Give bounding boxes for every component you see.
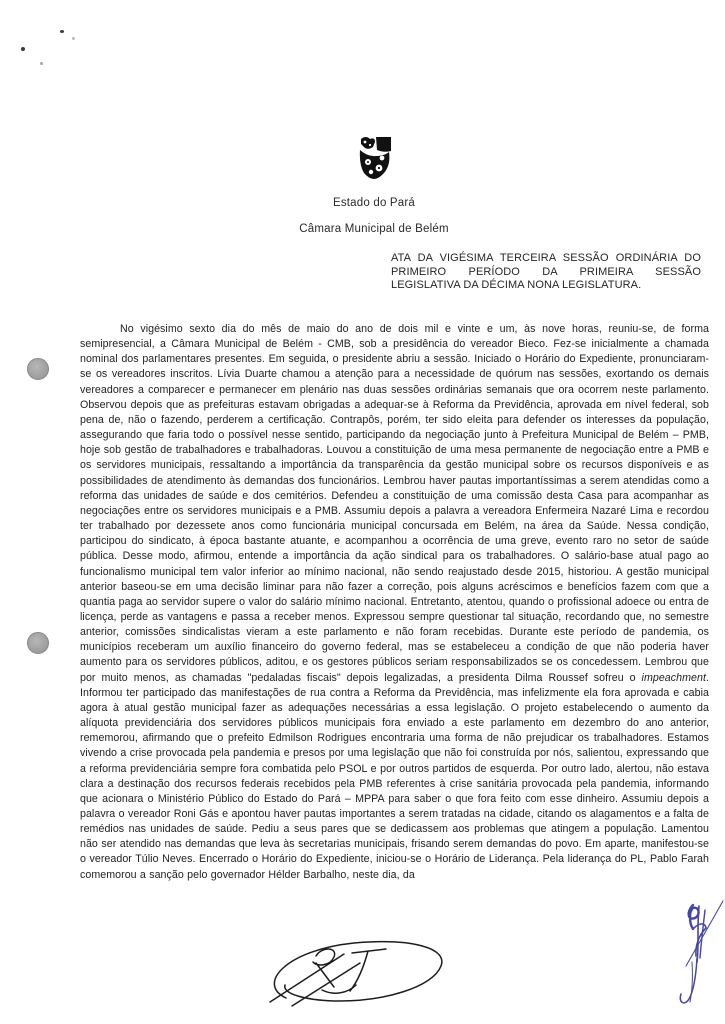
coat-of-arms-icon <box>356 136 393 180</box>
institution-name: Câmara Municipal de Belém <box>299 223 449 235</box>
signature-black-ink <box>262 938 450 1016</box>
body-text-italic-word: impeachment <box>641 671 706 684</box>
signature-blue-ink <box>648 898 725 1020</box>
scan-speck <box>21 47 25 51</box>
session-title-line: PRIMEIRO PERÍODO DA PRIMEIRA SESSÃO <box>391 265 701 278</box>
body-text-part2: . Informou ter participado das manifestações de rua contra a Reforma da Previdência, mas infelizmente ela fora aprovada e cabia agora à atual gestão municipal fazer as adequações necessárias a essa legislação. O projeto estabelecendo o aumento da alíquota previdenciária dos servidores públicos municipais fora enviado a este parlamento em dezembro do ano anterior, rememorou, afirmando que o prefeito Edmilson Rodrigues encontraria uma forma de não prejudicar os trabalhadores. Estamos vivendo a crise provocada pela pandemia e presos por uma legislação que não foi construída por nós, salientou, expressando que a reforma previdenciária sempre fora combatida pelo PSOL e por outros partidos de esquerda. Por outro lado, alertou, não estava clara a destinação dos recursos federais recebidos pela PMB referentes à crise sanitária provocada pela pandemia, informando que acionara o Ministério Público do Estado do Pará – MPPA para saber o que fora feito com esse dinheiro. Assumiu depois a palavra o vereador Roni Gás e apontou haver pautas importantes a serem tratadas na cidade, citando os alagamentos e a falta de remédios nas unidades de saúde. Pediu a seus pares que se dedicassem aos problemas que atingem a população. Lamentou não ser atendido nas demandas que leva às secretarias municipais, frisando serem demandas do povo. Em aparte, manifestou-se o vereador Túlio Neves. Encerrado o Horário do Expediente, iniciou-se o Horário de Liderança. Pela liderança do PL, Pablo Farah comemorou a sanção pelo governador Hélder Barbalho, neste dia, da <box>80 671 709 881</box>
hole-punch <box>27 632 49 654</box>
session-title <box>391 252 701 293</box>
minutes-body <box>80 322 709 883</box>
body-text-part1: No vigésimo sexto dia do mês de maio do ano de dois mil e vinte e um, às nove horas, reuniu-se, de forma semipresencial, a Câmara Municipal de Belém - CMB, sob a presidência do vereador Bieco. Fez-se inicialmente a chamada nominal dos parlamentares presentes. Em seguida, o presidente abriu a sessão. Iniciado o Horário do Expediente, pronunciaram-se os vereadores inscritos. Lívia Duarte chamou a atenção para a necessidade de quórum nas sessões, exortando os demais vereadores a comparecer e permanecer em plenário nas duas sessões ordinárias semanais que ora ocorrem neste parlamento. Observou depois que as prefeituras estavam obrigadas a adequar-se à Reforma da Previdência, aprovada em nível federal, sob pena de, não o fazendo, perderem a certificação. Contrapôs, porém, ter sido eleita para defender os interesses da população, assegurando que faria todo o possível nesse sentido, participando da negociação junto à Prefeitura Municipal de Belém – PMB, hoje sob gestão de trabalhadores e trabalhadoras. Louvou a constituição de uma mesa permanente de negociação entre a PMB e os servidores municipais, ressaltando a importância da transparência da gestão municipal sobre os recursos disponíveis e as possibilidades de atendimento às demandas dos funcionários. Lembrou haver pautas importantíssimas a serem atendidas como a reforma das unidades de saúde e dos cemitérios. Defendeu a constituição de uma comissão desta Casa para acompanhar as negociações entre os servidores municipais e a PMB. Assumiu depois a palavra a vereadora Enfermeira Nazaré Lima e recordou ter trabalhado por dezessete anos como funcionária municipal concursada em Belém, na área da Saúde. Nessa condição, participou do sindicato, à época bastante atuante, e acompanhou a ocorrência de uma greve, evento raro no setor de saúde pública. Desse modo, afirmou, entende a importância da ação sindical para os trabalhadores. O salário-base atual pago ao funcionalismo municipal tem valor inferior ao mínimo nacional, não sendo reajustado desde 2015, historiou. A gestão municipal anterior baseou-se em uma decisão liminar para não fazer a correção, pois alguns acréscimos e benefícios fazem com que a quantia paga ao servidor supere o valor do salário mínimo nacional. Entretanto, atentou, quando o profissional adoece ou entra de licença, perde as vantagens e passa a receber menos. Expressou sempre questionar tal situação, recordando que, no semestre anterior, comissões sindicalistas vieram a este parlamento e não foram recebidas. Durante este período de pandemia, os municípios receberam um auxílio financeiro do governo federal, mas se estabeleceu a condição de que não poderia haver aumento para os servidores públicos, aditou, e os gestores públicos seriam responsabilizados se os concedessem. Lembrou que por muito menos, as chamadas "pedaladas fiscais" depois legalizadas, a presidenta Dilma Roussef sofreu o <box>80 323 709 684</box>
scan-speck <box>40 62 43 65</box>
scan-speck <box>72 37 75 40</box>
state-name: Estado do Pará <box>332 197 416 209</box>
session-title-line: LEGISLATIVA DA DÉCIMA NONA LEGISLATURA. <box>391 279 642 292</box>
scan-speck <box>60 30 64 33</box>
hole-punch <box>27 358 49 380</box>
session-title-line: ATA DA VIGÉSIMA TERCEIRA SESSÃO ORDINÁRIA DO <box>391 252 701 264</box>
document-header <box>254 136 494 235</box>
